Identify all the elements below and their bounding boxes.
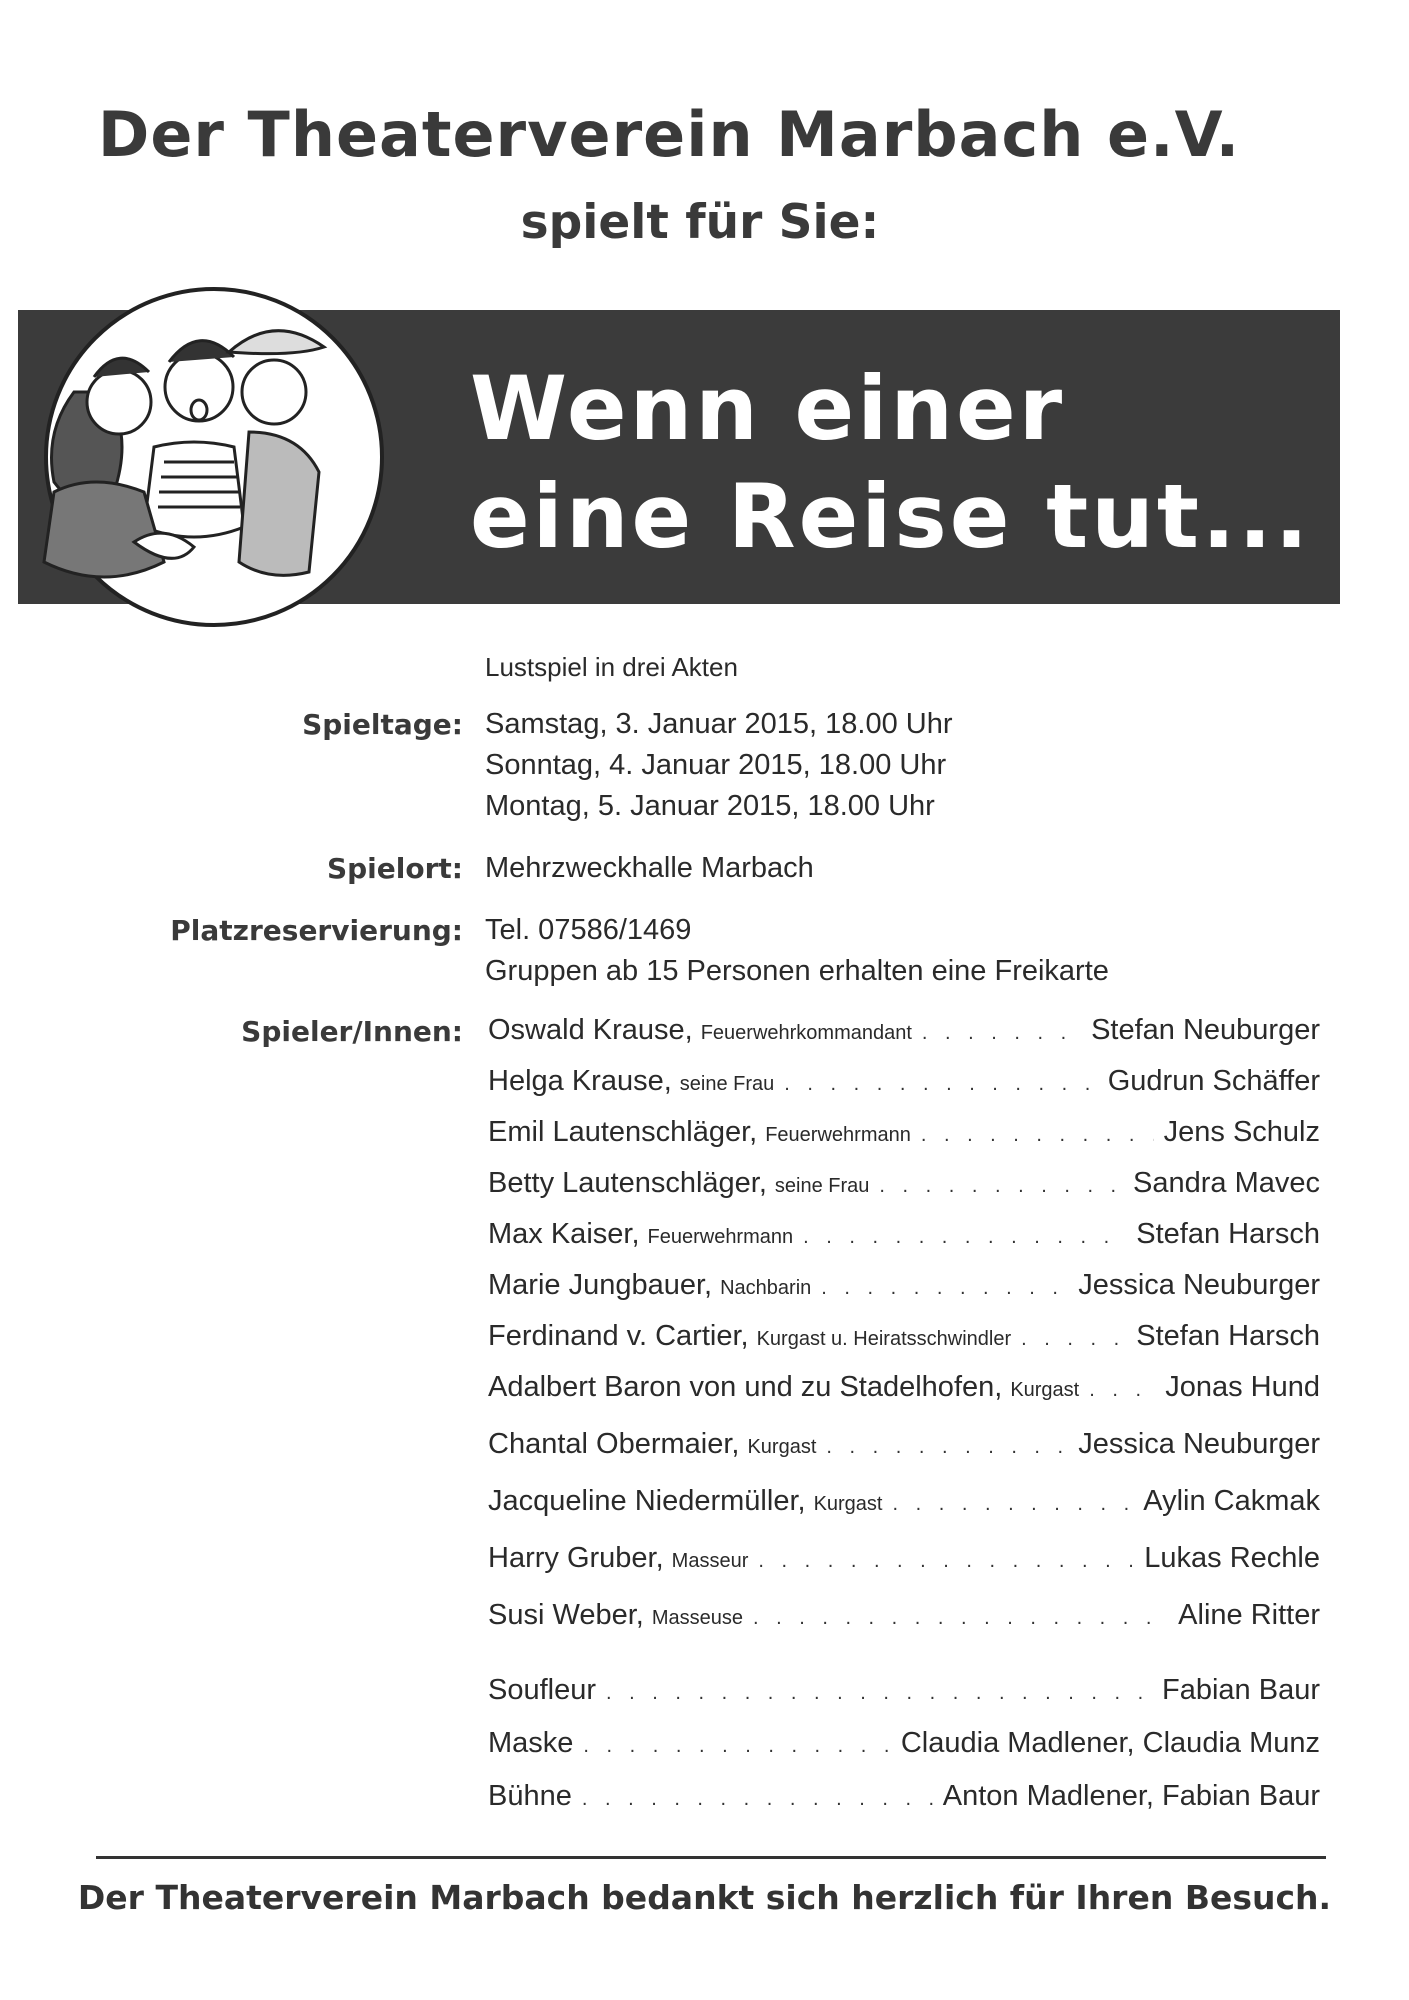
leader-dots [1089,1379,1155,1402]
character-name: Betty Lautenschläger, [488,1167,767,1199]
performance-date: Samstag, 3. Januar 2015, 18.00 Uhr [485,708,953,740]
character-name: Helga Krause, [488,1065,672,1097]
crew-member: Anton Madlener, Fabian Baur [942,1780,1320,1812]
leader-dots [582,1788,933,1811]
play-title-line-2: eine Reise tut... [470,465,1312,568]
character-role: Feuerwehrkommandant [700,1022,912,1044]
leader-dots [893,1493,1134,1516]
crew-function: Soufleur [488,1674,597,1706]
venue: Mehrzweckhalle Marbach [485,852,814,884]
character-role: Kurgast [1010,1379,1080,1401]
reservation-label: Platzreservierung: [170,914,463,947]
cast-row [488,1542,1320,1599]
cast-row [488,1599,1320,1656]
crew-function: Bühne [488,1780,572,1812]
phone-number: Tel. 07586/1469 [485,914,692,946]
crew-list [488,1674,1320,1833]
play-genre: Lustspiel in drei Akten [485,652,738,682]
character-name: Oswald Krause, [488,1014,693,1046]
actor-name: Jessica Neuburger [1078,1269,1320,1301]
character-role: Nachbarin [720,1277,812,1299]
character-role: Kurgast [747,1436,817,1458]
play-title-line-1: Wenn einer [470,357,1066,460]
venue-label: Spielort: [326,852,463,885]
cast-row [488,1269,1320,1320]
crew-row [488,1674,1320,1727]
performance-date: Sonntag, 4. Januar 2015, 18.00 Uhr [485,749,947,781]
crew-member: Claudia Madlener, Claudia Munz [900,1727,1320,1759]
leader-dots [753,1607,1168,1630]
cast-row [488,1116,1320,1167]
cast-label: Spieler/Innen: [241,1015,463,1048]
actor-name: Aylin Cakmak [1143,1485,1320,1517]
leader-dots [826,1436,1068,1459]
actor-name: Jens Schulz [1163,1116,1320,1148]
character-name: Ferdinand v. Cartier, [488,1320,749,1352]
leader-dots [606,1682,1152,1705]
cast-row [488,1320,1320,1371]
crew-function: Maske [488,1727,574,1759]
cast-row [488,1014,1320,1065]
cast-row [488,1485,1320,1542]
actor-name: Jessica Neuburger [1078,1428,1320,1460]
actor-name: Gudrun Schäffer [1107,1065,1320,1097]
club-subtitle: spielt für Sie: [520,195,880,250]
performance-date: Montag, 5. Januar 2015, 18.00 Uhr [485,790,935,822]
character-role: seine Frau [774,1175,870,1197]
character-name: Marie Jungbauer, [488,1269,713,1301]
cast-row [488,1428,1320,1485]
character-role: Kurgast [813,1493,883,1515]
leader-dots [922,1022,1081,1045]
thank-you-footer: Der Theaterverein Marbach bedankt sich herzlich für Ihren Besuch. [77,1878,1332,1917]
actor-name: Jonas Hund [1165,1371,1320,1403]
dates-label: Spieltage: [302,708,463,741]
leader-dots [784,1073,1097,1096]
crew-member: Fabian Baur [1162,1674,1320,1706]
actor-name: Stefan Harsch [1136,1320,1320,1352]
character-role: Feuerwehrmann [765,1124,911,1146]
club-title: Der Theaterverein Marbach e.V. [97,98,1241,171]
leader-dots [921,1124,1154,1147]
character-role: Kurgast u. Heiratsschwindler [756,1328,1012,1350]
actor-name: Sandra Mavec [1133,1167,1320,1199]
cartoon-characters-illustration [14,282,412,632]
crew-row [488,1780,1320,1833]
actor-name: Stefan Harsch [1136,1218,1320,1250]
cast-row [488,1218,1320,1269]
leader-dots [803,1226,1126,1249]
play-title [470,355,1350,571]
character-role: Masseur [671,1550,749,1572]
crew-row [488,1727,1320,1780]
leader-dots [821,1277,1068,1300]
actor-name: Lukas Rechle [1144,1542,1320,1574]
character-name: Max Kaiser, [488,1218,640,1250]
performance-dates [485,704,953,827]
actor-name: Aline Ritter [1178,1599,1320,1631]
character-role: Masseuse [651,1607,743,1629]
cast-row [488,1371,1320,1428]
character-name: Susi Weber, [488,1599,644,1631]
reservation-info [485,910,1109,992]
divider [96,1856,1326,1859]
leader-dots [583,1735,890,1758]
leader-dots [1021,1328,1126,1351]
actor-name: Stefan Neuburger [1091,1014,1320,1046]
character-name: Chantal Obermaier, [488,1428,740,1460]
character-role: Feuerwehrmann [647,1226,794,1248]
character-name: Jacqueline Niedermüller, [488,1485,806,1517]
cast-list [488,1014,1320,1656]
leader-dots [758,1550,1134,1573]
cast-row [488,1065,1320,1116]
leader-dots [879,1175,1123,1198]
group-offer: Gruppen ab 15 Personen erhalten eine Freikarte [485,955,1109,987]
character-name: Harry Gruber, [488,1542,664,1574]
character-role: seine Frau [679,1073,775,1095]
character-name: Emil Lautenschläger, [488,1116,758,1148]
character-name: Adalbert Baron von und zu Stadelhofen, [488,1371,1003,1403]
cast-row [488,1167,1320,1218]
